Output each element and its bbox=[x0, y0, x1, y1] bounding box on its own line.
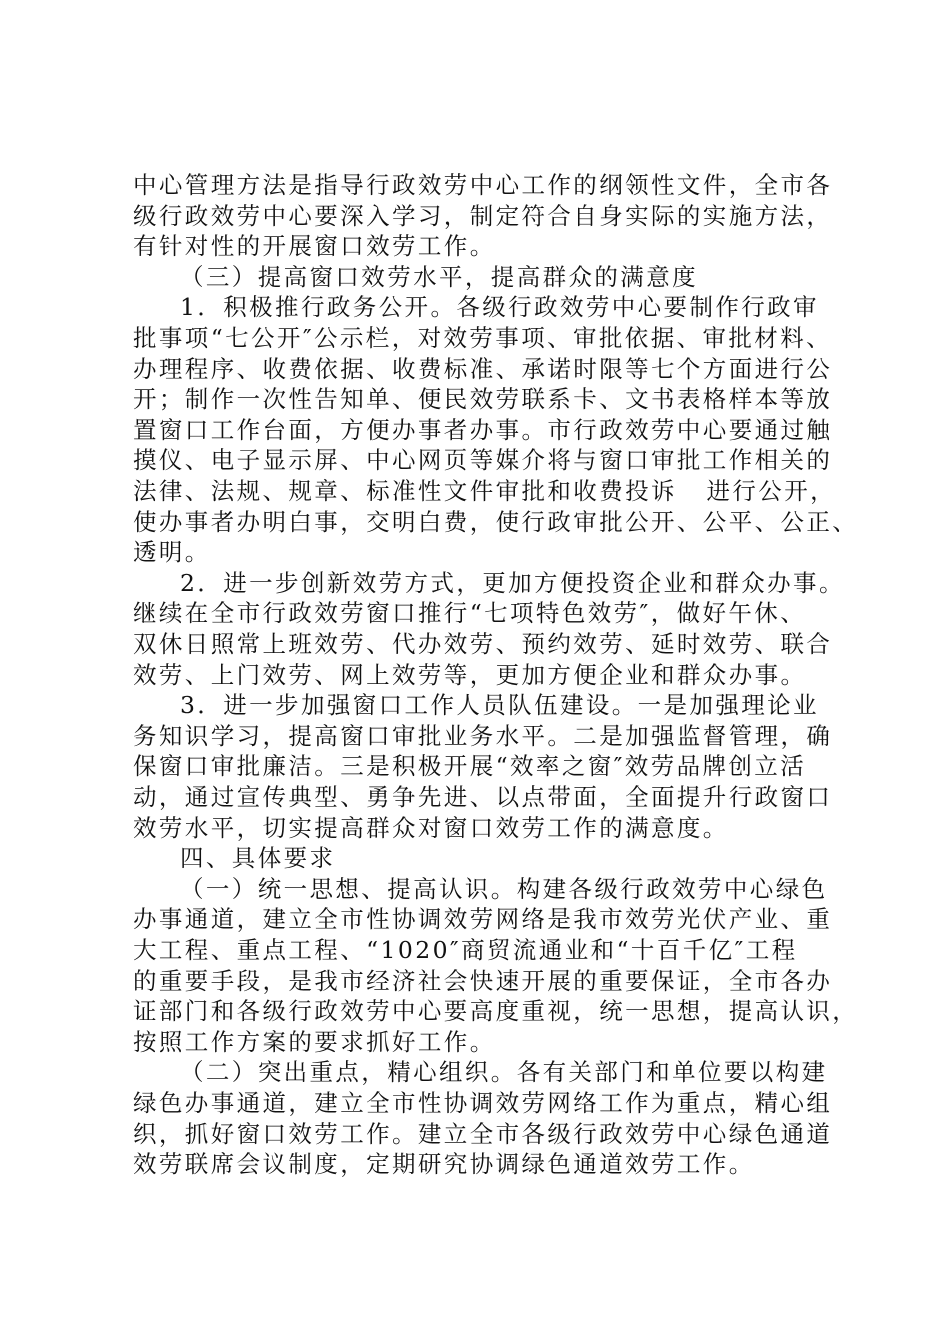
text-line: 法律、法规、规章、标准性文件审批和收费投诉 进行公开， bbox=[133, 477, 837, 505]
text-line: 按照工作方案的要求抓好工作。 bbox=[133, 1027, 496, 1056]
text-line: 证部门和各级行政效劳中心要高度重视，统一思想，提高认识， bbox=[133, 997, 859, 1026]
text-line: （一）统一思想、提高认识。构建各级行政效劳中心绿色 bbox=[180, 874, 828, 903]
text-line: 效劳、上门效劳、网上效劳等，更加方便企业和群众办事。 bbox=[133, 660, 807, 689]
text-line: 动，通过宣传典型、勇争先进、以点带面，全面提升行政窗口 bbox=[133, 783, 833, 811]
text-line: 透明。 bbox=[133, 538, 211, 567]
text-line: 效劳水平，切实提高群众对窗口效劳工作的满意度。 bbox=[133, 813, 729, 842]
text-line: 级行政效劳中心要深入学习，制定符合自身实际的实施方法， bbox=[133, 201, 833, 230]
text-line: 织，抓好窗口效劳工作。建立全市各级行政效劳中心绿色通道 bbox=[133, 1119, 833, 1148]
text-line: 务知识学习，提高窗口审批业务水平。二是加强监督管理，确 bbox=[133, 721, 833, 750]
text-line: 办理程序、收费依据、收费标准、承诺时限等七个方面进行公 bbox=[133, 354, 833, 383]
text-line: 摸仪、电子显示屏、中心网页等媒介将与窗口审批工作相关的 bbox=[133, 446, 833, 475]
text-line: 继续在全市行政效劳窗口推行“七项特色效劳″，做好午休、 bbox=[133, 599, 807, 628]
text-line: 有针对性的开展窗口效劳工作。 bbox=[133, 232, 496, 261]
text-line: 效劳联席会议制度，定期研究协调绿色通道效劳工作。 bbox=[133, 1150, 755, 1179]
text-line: 绿色办事通道，建立全市性协调效劳网络工作为重点，精心组 bbox=[133, 1089, 833, 1117]
text-line: 批事项“七公开″公示栏，对效劳事项、审批依据、审批材料、 bbox=[133, 324, 832, 352]
text-line: 1．积极推行政务公开。各级行政效劳中心要制作行政审 bbox=[180, 293, 819, 322]
text-line: 使办事者办明白事，交明白费，使行政审批公开、公平、公正、 bbox=[133, 507, 859, 536]
text-line: 中心管理方法是指导行政效劳中心工作的纲领性文件，全市各 bbox=[133, 171, 833, 199]
text-line: 四、具体要求 bbox=[180, 844, 336, 873]
text-line: 开；制作一次性告知单、便民效劳联系卡、文书表格样本等放 bbox=[133, 385, 833, 414]
text-line: 3．进一步加强窗口工作人员队伍建设。一是加强理论业 bbox=[180, 691, 819, 720]
text-line: 2．进一步创新效劳方式，更加方便投资企业和群众办事。 bbox=[180, 568, 845, 597]
text-line: 双休日照常上班效劳、代办效劳、预约效劳、延时效劳、联合 bbox=[133, 630, 833, 658]
text-line: 的重要手段，是我市经济社会快速开展的重要保证，全市各办 bbox=[133, 966, 833, 995]
text-line: （二）突出重点，精心组织。各有关部门和单位要以构建 bbox=[180, 1058, 828, 1087]
text-line: 保窗口审批廉洁。三是积极开展“效率之窗″效劳品牌创立活 bbox=[133, 752, 807, 781]
text-line: 置窗口工作台面，方便办事者办事。市行政效劳中心要通过触 bbox=[133, 415, 833, 444]
text-line: 大工程、重点工程、“1020″商贸流通业和“十百千亿″工程 bbox=[133, 936, 798, 964]
text-line: 办事通道，建立全市性协调效劳网络是我市效劳光伏产业、重 bbox=[133, 905, 833, 934]
text-line: （三）提高窗口效劳水平，提高群众的满意度 bbox=[180, 262, 698, 291]
